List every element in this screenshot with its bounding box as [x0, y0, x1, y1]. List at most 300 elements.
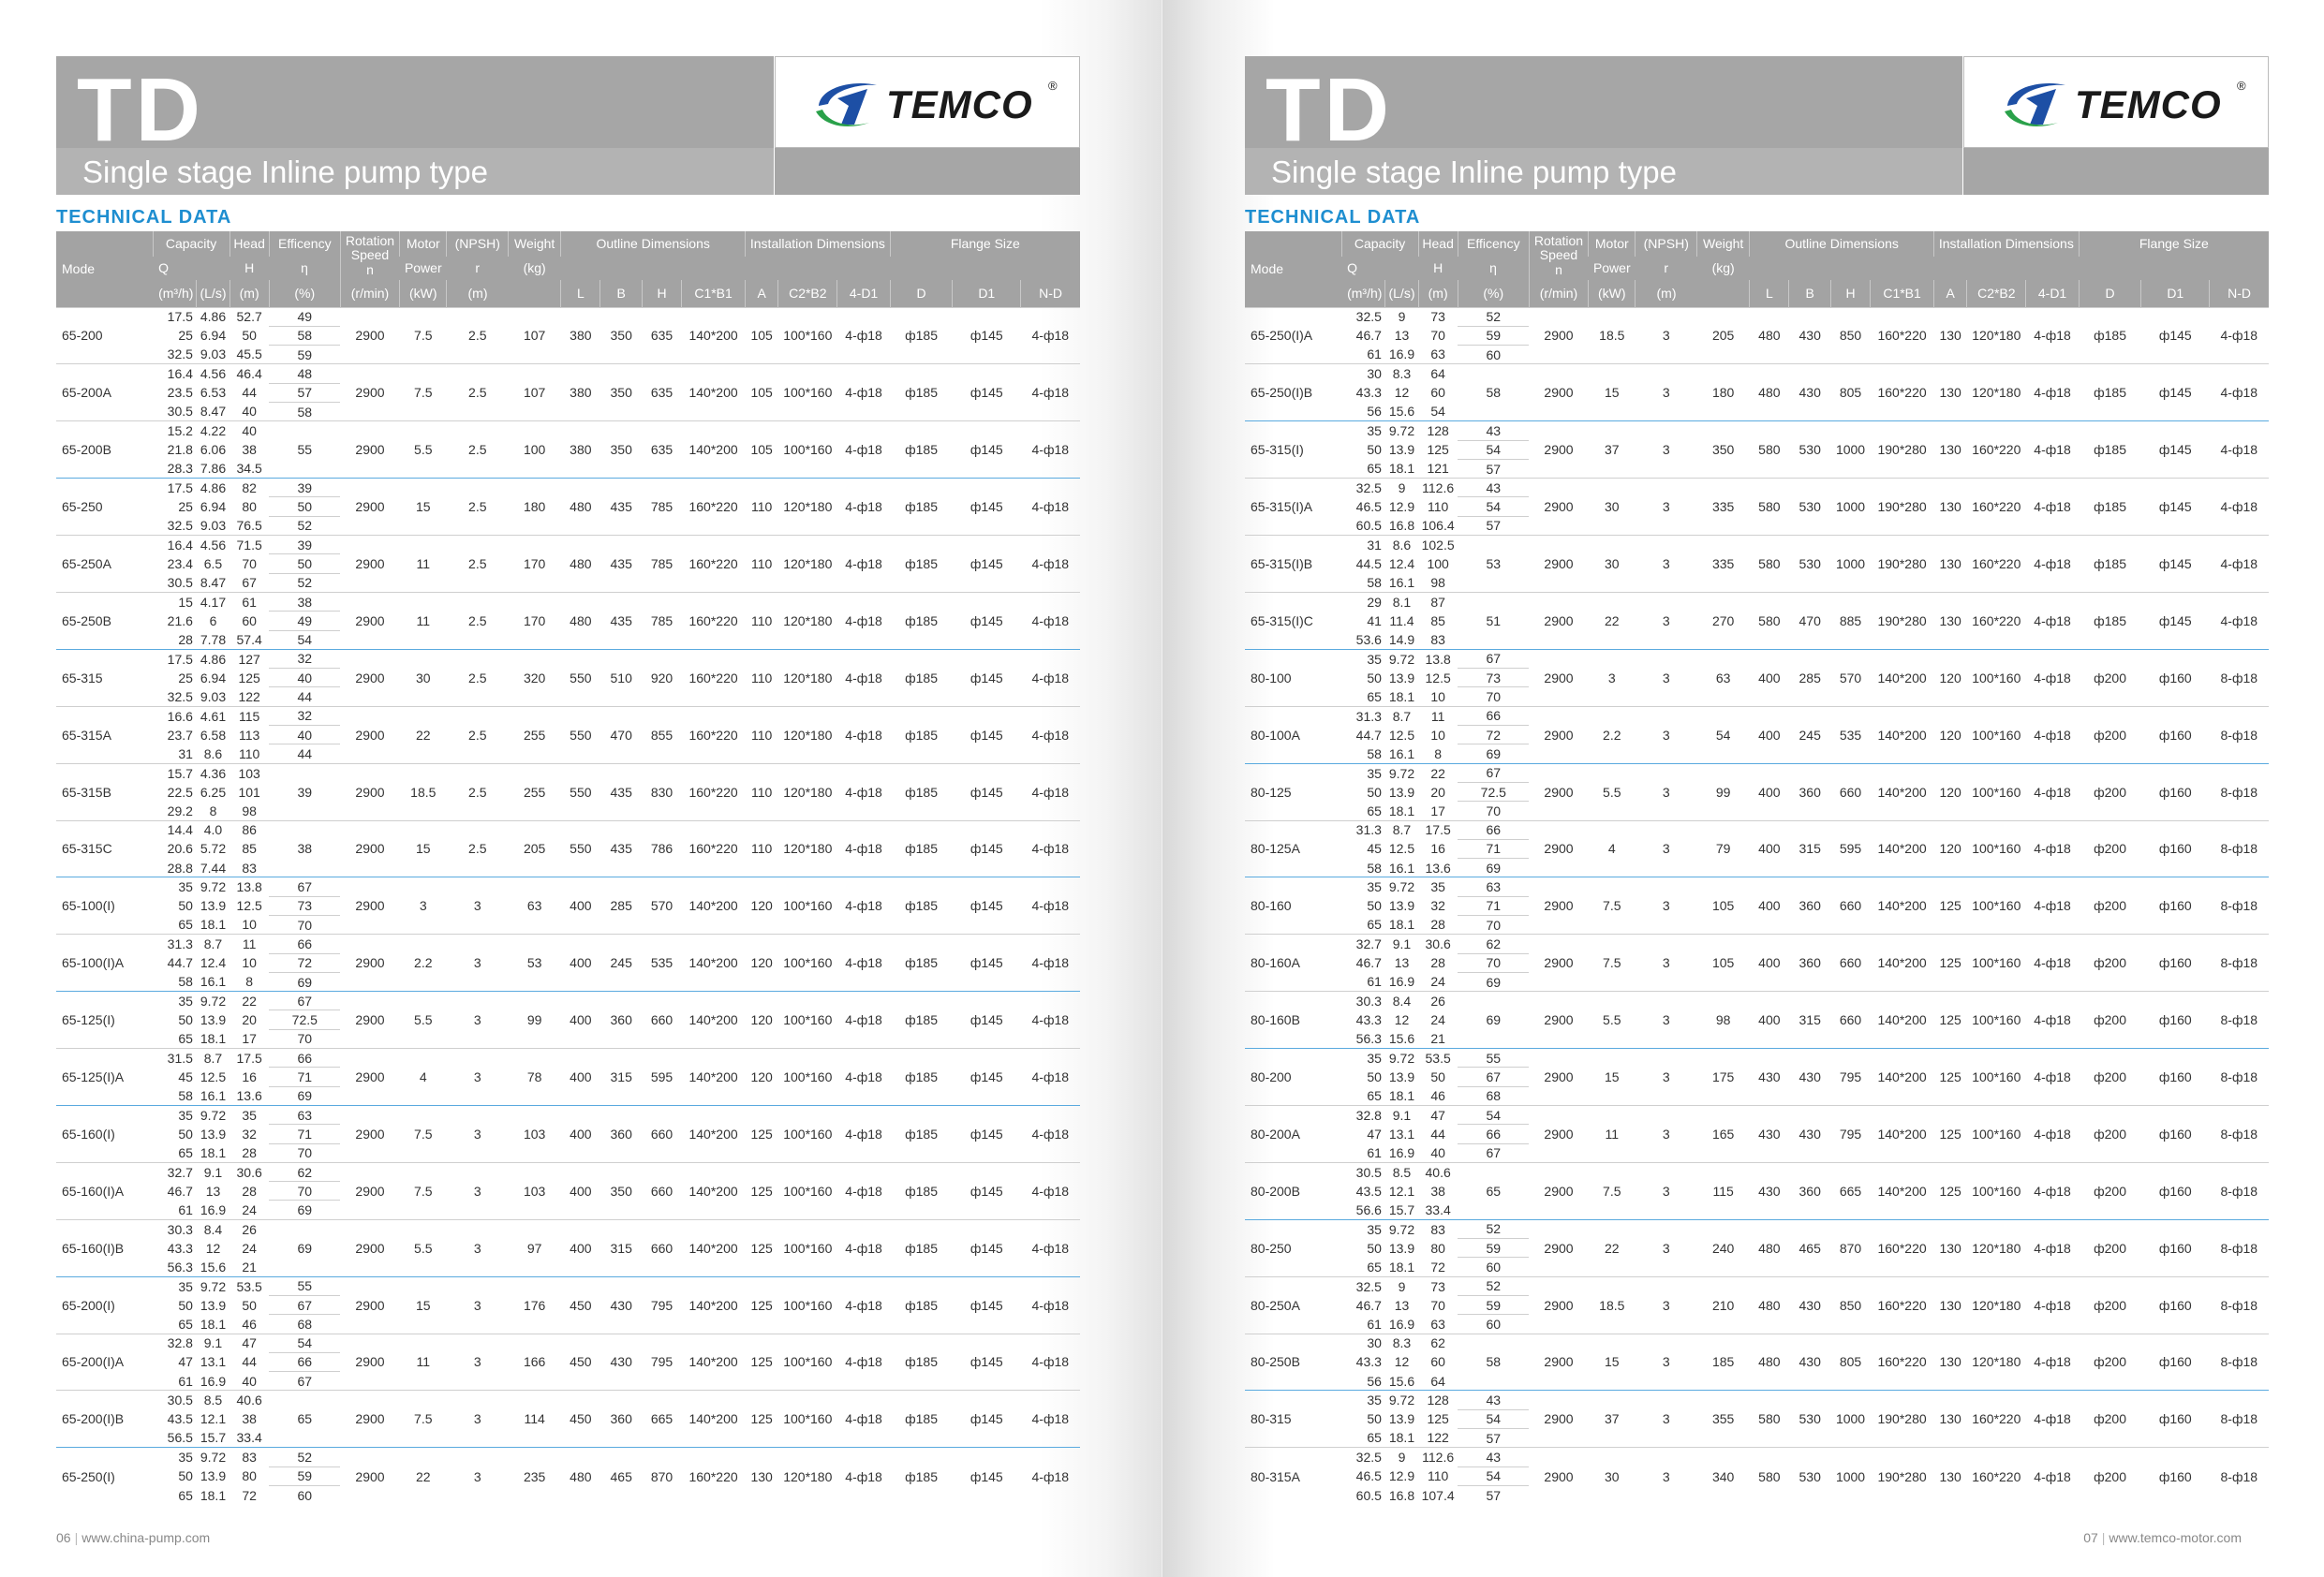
cell-motor-power: 15	[400, 1276, 447, 1334]
cell-capacity-ls: 12.9	[1388, 499, 1415, 515]
cell-N-D: 8-ф18	[2210, 1276, 2269, 1334]
cell-C2B2: 160*220	[1967, 479, 2026, 536]
cell-capacity-ls: 9	[1385, 479, 1418, 497]
cell-mode: 65-125(I)	[56, 992, 153, 1049]
cell-head: 54	[1430, 404, 1445, 420]
cell-head: 125	[1427, 1411, 1449, 1427]
cell-N-D: 4-ф18	[1021, 992, 1080, 1049]
cell-capacity-m3h: 32.5	[167, 688, 193, 704]
cell-head: 46.4	[229, 364, 269, 383]
cell-speed: 2900	[1529, 1334, 1588, 1391]
col-outline-dimensions: Outline Dimensions	[1750, 231, 1934, 257]
cell-weight: 340	[1697, 1448, 1750, 1505]
cell-D1: ф145	[953, 1219, 1021, 1276]
cell-head: 13.8	[229, 877, 269, 896]
cell-L: 400	[561, 1049, 600, 1106]
cell-H: 570	[1830, 649, 1870, 706]
cell-head: 38	[1430, 1183, 1445, 1199]
cell-head: 40.6	[229, 1391, 269, 1409]
cell-speed: 2900	[340, 479, 399, 536]
cell-efficiency: 72.5	[1458, 782, 1529, 801]
cell-efficiency: 55	[1458, 1049, 1529, 1068]
registered-mark: ®	[2237, 79, 2246, 93]
cell-capacity-m3h: 16.6	[153, 706, 197, 725]
cell-efficiency: 39	[269, 479, 340, 497]
cell-4-D1: 4-ф18	[837, 1391, 890, 1448]
cell-C2B2: 100*160	[778, 1049, 837, 1106]
col-speed-label: Rotation Speed	[345, 232, 395, 263]
cell-head: 106.4	[1421, 518, 1455, 534]
cell-B: 430	[1789, 1105, 1831, 1162]
cell-efficiency: 66	[269, 935, 340, 953]
cell-head: 101	[238, 784, 260, 800]
cell-capacity-m3h: 43.3	[1355, 1354, 1382, 1370]
cell-capacity-m3h: 35	[153, 1276, 197, 1295]
table-row	[56, 935, 1080, 953]
cell-capacity-ls: 13.9	[200, 1297, 227, 1313]
cell-efficiency: 44	[297, 689, 313, 705]
cell-C2B2: 120*180	[778, 706, 837, 763]
cell-weight: 180	[509, 479, 561, 536]
table-row	[1245, 364, 2269, 383]
cell-D: ф185	[890, 763, 953, 820]
cell-D: ф185	[890, 820, 953, 877]
cell-D1: ф145	[953, 421, 1021, 479]
col-npsh-symbol: r	[1636, 257, 1697, 280]
cell-N-D: 4-ф18	[1021, 1448, 1080, 1505]
cell-capacity-ls: 9.72	[1385, 877, 1418, 896]
cell-capacity-ls: 12.5	[1388, 841, 1415, 857]
cell-efficiency: 40	[269, 669, 340, 687]
cell-D: ф185	[890, 1162, 953, 1219]
cell-head: 21	[1430, 1031, 1445, 1047]
cell-capacity-ls: 15.6	[1388, 1031, 1415, 1047]
cell-N-D: 8-ф18	[2210, 706, 2269, 763]
cell-C2B2: 120*180	[1967, 1276, 2026, 1334]
cell-head: 80	[242, 499, 257, 515]
cell-capacity-m3h: 32.5	[1341, 479, 1385, 497]
cell-capacity-ls: 9.03	[200, 518, 227, 534]
cell-B: 315	[600, 1219, 643, 1276]
cell-speed: 2900	[340, 763, 399, 820]
cell-L: 480	[561, 592, 600, 649]
cell-4-D1: 4-ф18	[837, 1049, 890, 1106]
cell-weight: 210	[1697, 1276, 1750, 1334]
cell-L: 400	[561, 1219, 600, 1276]
cell-L: 580	[1750, 1391, 1789, 1448]
cell-4-D1: 4-ф18	[2026, 1049, 2079, 1106]
cell-A: 120	[1934, 649, 1967, 706]
cell-npsh: 2.5	[447, 706, 509, 763]
cell-mode: 65-250(I)	[56, 1448, 153, 1505]
cell-capacity-m3h: 50	[1367, 442, 1382, 458]
cell-D1: ф145	[953, 592, 1021, 649]
cell-head: 113	[238, 727, 260, 743]
table-row	[1245, 992, 2269, 1010]
cell-head: 11	[229, 935, 269, 953]
cell-efficiency: 73	[269, 896, 340, 915]
cell-capacity-ls: 13	[1394, 955, 1410, 971]
cell-B: 350	[600, 364, 643, 421]
cell-D: ф200	[2079, 877, 2141, 935]
cell-C2B2: 100*160	[778, 1105, 837, 1162]
cell-A: 125	[1934, 877, 1967, 935]
cell-head: 121	[1427, 461, 1449, 477]
cell-capacity-m3h: 28.8	[167, 860, 193, 876]
col-motor-power: Power	[1589, 257, 1636, 280]
header-banner	[56, 56, 774, 195]
cell-4-D1: 4-ф18	[837, 877, 890, 935]
cell-speed: 2900	[340, 536, 399, 593]
cell-motor-power: 7.5	[400, 307, 447, 364]
cell-L: 480	[1750, 1219, 1789, 1276]
cell-capacity-m3h: 56.3	[167, 1259, 193, 1275]
cell-capacity-m3h: 25	[178, 499, 193, 515]
footer-website[interactable]: www.china-pump.com	[81, 1530, 211, 1545]
cell-capacity-ls: 8.47	[200, 575, 227, 591]
cell-motor-power: 7.5	[1589, 877, 1636, 935]
cell-capacity-ls: 13.1	[1388, 1126, 1415, 1142]
cell-B: 530	[1789, 479, 1831, 536]
cell-motor-power: 5.5	[1589, 992, 1636, 1049]
cell-D1: ф145	[2141, 421, 2210, 479]
cell-C1B1: 160*220	[682, 536, 746, 593]
cell-head: 38	[242, 442, 257, 458]
cell-head: 33.4	[1425, 1201, 1451, 1217]
cell-npsh: 2.5	[447, 421, 509, 479]
cell-capacity-ls: 13.9	[1388, 442, 1415, 458]
cell-B: 350	[600, 421, 643, 479]
cell-npsh: 3	[1636, 592, 1697, 649]
cell-efficiency: 69	[297, 974, 313, 990]
col-eff-symbol: η	[269, 257, 340, 280]
cell-head: 28	[1430, 955, 1445, 971]
cell-D: ф200	[2079, 1276, 2141, 1334]
cell-efficiency: 43	[1458, 421, 1529, 440]
cell-mode: 65-250A	[56, 536, 153, 593]
cell-head: 13.8	[1418, 649, 1458, 668]
cell-motor-power: 15	[1589, 1049, 1636, 1106]
col-speed-symbol: n	[1555, 261, 1562, 277]
footer-website[interactable]: www.temco-motor.com	[2109, 1530, 2242, 1545]
cell-efficiency: 67	[1458, 649, 1529, 668]
cell-N-D: 8-ф18	[2210, 1219, 2269, 1276]
cell-4-D1: 4-ф18	[2026, 820, 2079, 877]
cell-efficiency: 32	[269, 649, 340, 668]
cell-L: 400	[561, 877, 600, 935]
table-row	[56, 479, 1080, 497]
cell-head: 26	[229, 1219, 269, 1238]
cell-D: ф185	[890, 536, 953, 593]
cell-head: 60	[1430, 385, 1445, 401]
temco-swoosh-icon	[811, 78, 886, 134]
cell-capacity-m3h: 58	[1367, 860, 1382, 876]
cell-capacity-ls: 8.7	[197, 935, 229, 953]
cell-weight: 240	[1697, 1219, 1750, 1276]
cell-D: ф200	[2079, 706, 2141, 763]
cell-npsh: 3	[1636, 706, 1697, 763]
cell-capacity-m3h: 50	[1367, 1069, 1382, 1085]
cell-capacity-m3h: 16.4	[153, 364, 197, 383]
cell-D: ф185	[890, 364, 953, 421]
cell-capacity-m3h: 60.5	[1355, 518, 1382, 534]
cell-D1: ф145	[953, 992, 1021, 1049]
cell-capacity-m3h: 50	[1367, 670, 1382, 685]
cell-speed: 2900	[1529, 1105, 1588, 1162]
cell-L: 580	[1750, 592, 1789, 649]
cell-npsh: 2.5	[447, 307, 509, 364]
cell-capacity-ls: 6.06	[200, 442, 227, 458]
cell-capacity-ls: 4.61	[197, 706, 229, 725]
cell-capacity-m3h: 65	[1367, 461, 1382, 477]
cell-D: ф200	[2079, 1049, 2141, 1106]
cell-N-D: 4-ф18	[1021, 1276, 1080, 1334]
cell-B: 530	[1789, 421, 1831, 479]
cell-capacity-m3h: 43.5	[167, 1411, 193, 1427]
cell-D1: ф160	[2141, 649, 2210, 706]
cell-D1: ф160	[2141, 1219, 2210, 1276]
cell-capacity-m3h: 50	[1367, 1240, 1382, 1256]
cell-weight: 176	[509, 1276, 561, 1334]
col-flange-size: Flange Size	[2079, 231, 2269, 257]
cell-capacity-ls: 15.7	[200, 1430, 227, 1446]
cell-capacity-ls: 16.1	[1388, 575, 1415, 591]
cell-C1B1: 190*280	[1871, 536, 1934, 593]
cell-C2B2: 120*180	[778, 536, 837, 593]
cell-capacity-m3h: 56	[1367, 404, 1382, 420]
cell-capacity-m3h: 35	[1341, 421, 1385, 440]
cell-head: 80	[242, 1468, 257, 1484]
cell-head: 21	[242, 1259, 257, 1275]
cell-capacity-m3h: 23.4	[167, 556, 193, 571]
cell-head: 107.4	[1421, 1487, 1455, 1503]
cell-speed: 2900	[340, 820, 399, 877]
cell-capacity-m3h: 23.5	[167, 385, 193, 401]
cell-capacity-m3h: 41	[1367, 612, 1382, 628]
cell-A: 120	[746, 1049, 778, 1106]
cell-D1: ф145	[2141, 536, 2210, 593]
cell-H: 660	[642, 1219, 681, 1276]
cell-capacity-ls: 4.0	[197, 820, 229, 839]
cell-H: 1000	[1830, 536, 1870, 593]
cell-motor-power: 30	[1589, 479, 1636, 536]
table-row	[1245, 479, 2269, 497]
cell-motor-power: 7.5	[400, 1105, 447, 1162]
cell-mode: 80-100A	[1245, 706, 1341, 763]
col-4-D1: 4-D1	[837, 280, 890, 307]
cell-D1: ф145	[953, 706, 1021, 763]
cell-capacity-ls: 6.53	[200, 385, 227, 401]
cell-C1B1: 140*200	[1871, 877, 1934, 935]
cell-D1: ф145	[953, 364, 1021, 421]
cell-H: 850	[1830, 1276, 1870, 1334]
cell-speed: 2900	[1529, 1276, 1588, 1334]
cell-4-D1: 4-ф18	[837, 935, 890, 992]
cell-4-D1: 4-ф18	[837, 1334, 890, 1391]
cell-N-D: 8-ф18	[2210, 763, 2269, 820]
cell-mode: 65-160(I)A	[56, 1162, 153, 1219]
cell-capacity-m3h: 35	[1341, 649, 1385, 668]
cell-D: ф185	[2079, 536, 2141, 593]
cell-head: 122	[1427, 1430, 1449, 1446]
cell-efficiency: 60	[297, 1487, 313, 1503]
cell-C2B2: 100*160	[778, 1334, 837, 1391]
cell-H: 635	[642, 421, 681, 479]
cell-A: 125	[746, 1162, 778, 1219]
table-row	[56, 820, 1080, 839]
cell-speed: 2900	[340, 706, 399, 763]
cell-capacity-ls: 9.72	[197, 992, 229, 1010]
cell-D1: ф145	[953, 935, 1021, 992]
technical-data-heading: TECHNICAL DATA	[1245, 207, 1421, 228]
cell-4-D1: 4-ф18	[2026, 1448, 2079, 1505]
cell-efficiency: 62	[269, 1162, 340, 1181]
cell-mode: 80-160A	[1245, 935, 1341, 992]
cell-npsh: 2.5	[447, 536, 509, 593]
cell-C2B2: 100*160	[1967, 649, 2026, 706]
table-row	[56, 307, 1080, 326]
cell-4-D1: 4-ф18	[2026, 364, 2079, 421]
cell-B: 435	[600, 763, 643, 820]
cell-head: 50	[1430, 1069, 1445, 1085]
cell-C1B1: 160*220	[1871, 1334, 1934, 1391]
cell-head: 53.5	[229, 1276, 269, 1295]
cell-H: 795	[642, 1334, 681, 1391]
cell-B: 245	[1789, 706, 1831, 763]
cell-C2B2: 120*180	[778, 820, 837, 877]
cell-N-D: 4-ф18	[1021, 877, 1080, 935]
col-capacity-symbol: Q	[1341, 257, 1418, 280]
cell-A: 125	[1934, 935, 1967, 992]
cell-capacity-ls: 13.9	[1388, 898, 1415, 914]
cell-capacity-ls: 18.1	[1388, 1259, 1415, 1275]
cell-C2B2: 100*160	[778, 1162, 837, 1219]
cell-capacity-ls: 7.86	[200, 461, 227, 477]
cell-capacity-m3h: 31	[178, 745, 193, 761]
cell-efficiency: 66	[269, 1352, 340, 1371]
cell-C1B1: 140*200	[1871, 820, 1934, 877]
cell-speed: 2900	[1529, 536, 1588, 593]
cell-capacity-ls: 9.1	[197, 1162, 229, 1181]
cell-npsh: 2.5	[447, 479, 509, 536]
cell-A: 110	[746, 706, 778, 763]
cell-motor-power: 7.5	[400, 364, 447, 421]
cell-capacity-m3h: 60.5	[1355, 1487, 1382, 1503]
col-C2B2: C2*B2	[1967, 280, 2026, 307]
col-eff-unit: (%)	[269, 280, 340, 307]
cell-mode: 65-315B	[56, 763, 153, 820]
cell-H: 595	[642, 1049, 681, 1106]
cell-head: 35	[1418, 877, 1458, 896]
table-row	[1245, 1448, 2269, 1466]
cell-L: 380	[561, 307, 600, 364]
cell-capacity-m3h: 32.8	[153, 1334, 197, 1352]
cell-efficiency: 66	[1458, 820, 1529, 839]
cell-speed: 2900	[1529, 592, 1588, 649]
cell-motor-power: 37	[1589, 1391, 1636, 1448]
cell-head: 128	[1418, 1391, 1458, 1409]
cell-capacity-ls: 4.22	[197, 421, 229, 440]
col-weight-unit: (kg)	[509, 257, 561, 280]
cell-head: 98	[242, 803, 257, 818]
registered-mark: ®	[1048, 79, 1058, 93]
col-head-symbol: H	[229, 257, 269, 280]
cell-capacity-ls: 16.1	[200, 974, 227, 990]
cell-B: 435	[600, 592, 643, 649]
cell-speed: 2900	[340, 1105, 399, 1162]
cell-D1: ф145	[953, 1276, 1021, 1334]
cell-head: 60	[242, 612, 257, 628]
cell-A: 130	[1934, 1219, 1967, 1276]
cell-weight: 180	[1697, 364, 1750, 421]
cell-capacity-m3h: 29.2	[167, 803, 193, 818]
table-body	[56, 307, 1080, 1505]
cell-A: 130	[1934, 364, 1967, 421]
page-footer: 06 | www.china-pump.com	[56, 1530, 211, 1545]
cell-efficiency: 58	[1458, 364, 1529, 421]
col-rotation-speed	[1529, 231, 1588, 280]
cell-efficiency: 57	[1486, 461, 1502, 477]
col-D1: D1	[953, 280, 1021, 307]
table-row	[1245, 1105, 2269, 1124]
cell-efficiency: 66	[1458, 706, 1529, 725]
cell-efficiency: 57	[1486, 1487, 1502, 1503]
col-C2B2: C2*B2	[778, 280, 837, 307]
col-motor-unit: (kW)	[1589, 280, 1636, 307]
cell-capacity-m3h: 44.7	[167, 955, 193, 971]
cell-D: ф185	[2079, 479, 2141, 536]
series-subtitle: Single stage Inline pump type	[1271, 155, 1677, 189]
cell-mode: 80-315A	[1245, 1448, 1341, 1505]
cell-L: 550	[561, 649, 600, 706]
cell-D: ф200	[2079, 1448, 2141, 1505]
cell-C1B1: 160*220	[1871, 364, 1934, 421]
cell-C1B1: 140*200	[1871, 1049, 1934, 1106]
cell-capacity-ls: 12.1	[200, 1411, 227, 1427]
cell-C1B1: 140*200	[682, 1105, 746, 1162]
cell-capacity-m3h: 32.7	[153, 1162, 197, 1181]
col-H: H	[642, 280, 681, 307]
cell-capacity-ls: 16.9	[200, 1373, 227, 1389]
cell-H: 1000	[1830, 421, 1870, 479]
cell-speed: 2900	[1529, 877, 1588, 935]
cell-efficiency: 49	[269, 307, 340, 326]
cell-N-D: 8-ф18	[2210, 649, 2269, 706]
cell-efficiency: 57	[1486, 1430, 1502, 1446]
cell-efficiency: 48	[269, 364, 340, 383]
cell-L: 400	[561, 992, 600, 1049]
cell-efficiency: 39	[269, 763, 340, 820]
cell-motor-power: 11	[400, 536, 447, 593]
cell-head: 110	[238, 745, 260, 761]
cell-weight: 103	[509, 1162, 561, 1219]
cell-capacity-ls: 9	[1385, 1276, 1418, 1295]
cell-N-D: 4-ф18	[1021, 536, 1080, 593]
cell-head: 30.6	[1418, 935, 1458, 953]
cell-efficiency: 52	[1458, 307, 1529, 326]
cell-capacity-m3h: 61	[1367, 1316, 1382, 1332]
col-capacity: Capacity	[153, 231, 229, 257]
cell-C2B2: 100*160	[1967, 820, 2026, 877]
cell-D: ф185	[890, 1276, 953, 1334]
brand-wordmark: TEMCO	[2075, 82, 2222, 126]
cell-C2B2: 100*160	[1967, 1049, 2026, 1106]
cell-head: 46	[242, 1316, 257, 1332]
cell-head: 28	[1430, 917, 1445, 933]
cell-mode: 80-125A	[1245, 820, 1341, 877]
cell-L: 400	[561, 935, 600, 992]
cell-capacity-ls: 4.36	[197, 763, 229, 782]
